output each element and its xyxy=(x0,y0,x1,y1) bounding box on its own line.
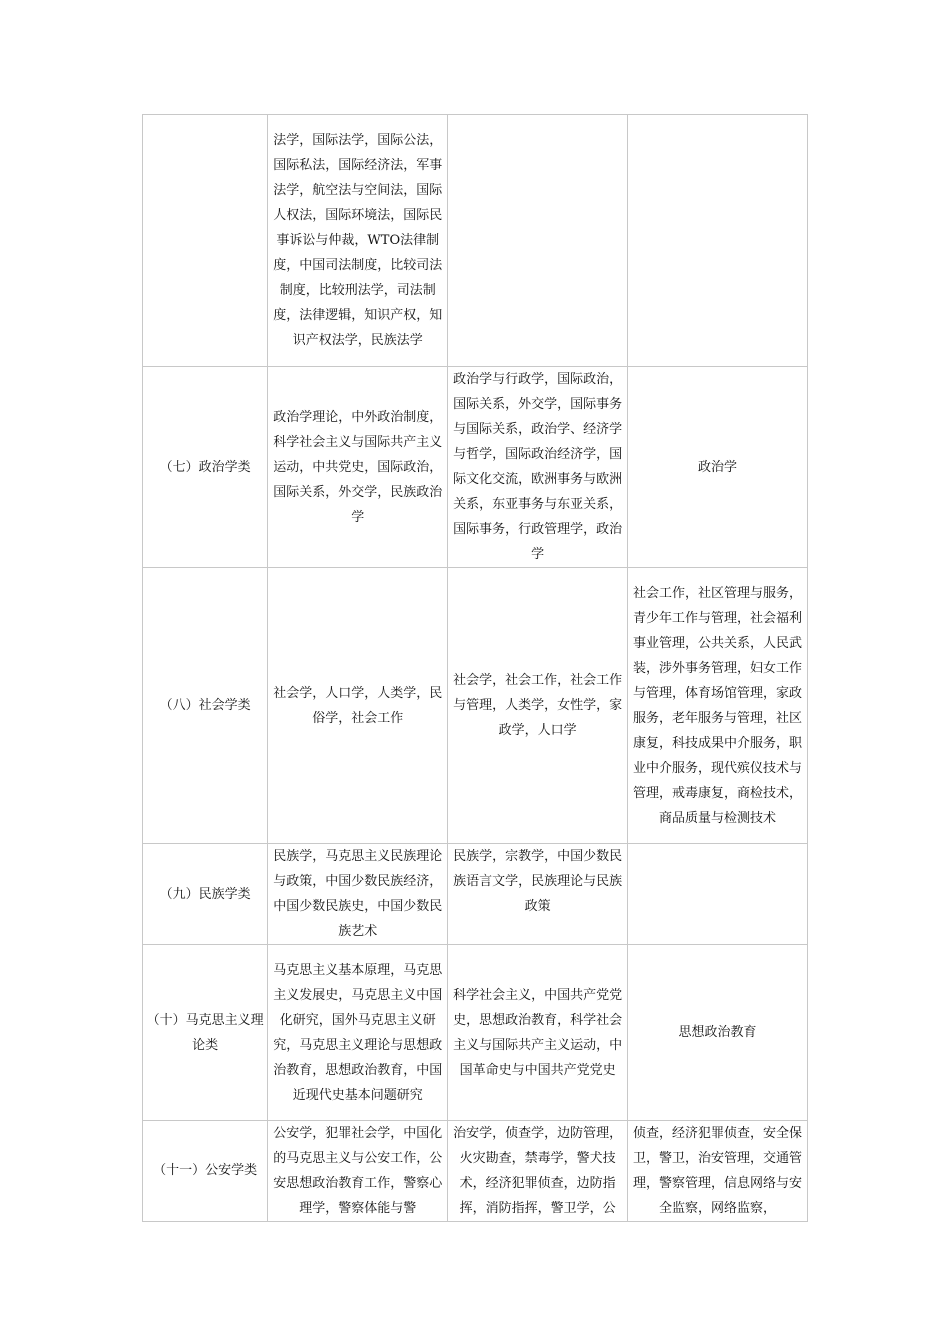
category-cell: （九）民族学类 xyxy=(143,844,268,945)
table-row xyxy=(143,568,808,844)
vocational-majors-cell: 思想政治教育 xyxy=(628,945,808,1121)
undergraduate-majors-cell: 政治学与行政学，国际政治，国际关系，外交学，国际事务与国际关系，政治学、经济学与哲学，国际政治经济学，国际文化交流，欧洲事务与欧洲关系，东亚事务与东亚关系，国际事务，行政管理学，政治学 xyxy=(448,367,628,568)
category-cell xyxy=(143,115,268,367)
vocational-majors-cell: 社会工作，社区管理与服务，青少年工作与管理，社会福利事业管理，公共关系，人民武装，涉外事务管理，妇女工作与管理，体育场馆管理，家政服务，老年服务与管理，社区康复，科技成果中介服务，职业中介服务，现代殡仪技术与管理，戒毒康复，商检技术，商品质量与检测技术 xyxy=(628,568,808,844)
graduate-majors-cell: 马克思主义基本原理，马克思主义发展史，马克思主义中国化研究，国外马克思主义研究，马克思主义理论与思想政治教育，思想政治教育，中国近现代史基本问题研究 xyxy=(268,945,448,1121)
vocational-majors-cell: 政治学 xyxy=(628,367,808,568)
undergraduate-majors-cell xyxy=(448,1121,628,1222)
graduate-majors-cell xyxy=(268,1121,448,1222)
majors-table xyxy=(142,114,808,1222)
graduate-majors-text: 公安学，犯罪社会学，中国化的马克思主义与公安工作，公安思想政治教育工作，警察心理学，警察体能与警 xyxy=(273,1126,443,1216)
vocational-majors-cell xyxy=(628,844,808,945)
table-row xyxy=(143,844,808,945)
undergraduate-majors-cell xyxy=(448,115,628,367)
table-row xyxy=(143,115,808,367)
category-text: （十一）公安学类 xyxy=(153,1163,258,1178)
category-cell: （七）政治学类 xyxy=(143,367,268,568)
undergraduate-majors-cell: 科学社会主义，中国共产党党史，思想政治教育，科学社会主义与国际共产主义运动，中国革命史与中国共产党党史 xyxy=(448,945,628,1121)
table-row xyxy=(143,945,808,1121)
table-row xyxy=(143,367,808,568)
graduate-majors-cell: 法学，国际法学，国际公法，国际私法，国际经济法，军事法学，航空法与空间法，国际人权法，国际环境法，国际民事诉讼与仲裁，WTO法律制度，中国司法制度，比较司法制度，比较刑法学，司法制度，法律逻辑，知识产权，知识产权法学，民族法学 xyxy=(268,115,448,367)
vocational-majors-cell xyxy=(628,1121,808,1222)
category-cell: （八）社会学类 xyxy=(143,568,268,844)
category-cell xyxy=(143,1121,268,1222)
graduate-majors-cell: 政治学理论，中外政治制度，科学社会主义与国际共产主义运动，中共党史，国际政治，国际关系，外交学，民族政治学 xyxy=(268,367,448,568)
undergraduate-majors-text: 治安学，侦查学，边防管理，火灾勘查，禁毒学，警犬技术，经济犯罪侦查，边防指挥，消防指挥，警卫学，公 xyxy=(453,1126,623,1216)
graduate-majors-cell: 社会学，人口学，人类学，民俗学，社会工作 xyxy=(268,568,448,844)
vocational-majors-text: 侦查，经济犯罪侦查，安全保卫，警卫，治安管理，交通管理，警察管理，信息网络与安全监察，网络监察， xyxy=(633,1126,803,1216)
table-row xyxy=(143,1121,808,1222)
vocational-majors-cell xyxy=(628,115,808,367)
undergraduate-majors-cell: 民族学，宗教学，中国少数民族语言文学，民族理论与民族政策 xyxy=(448,844,628,945)
graduate-majors-cell: 民族学，马克思主义民族理论与政策，中国少数民族经济，中国少数民族史，中国少数民族艺术 xyxy=(268,844,448,945)
category-cell: （十）马克思主义理论类 xyxy=(143,945,268,1121)
undergraduate-majors-cell: 社会学，社会工作，社会工作与管理，人类学，女性学，家政学，人口学 xyxy=(448,568,628,844)
